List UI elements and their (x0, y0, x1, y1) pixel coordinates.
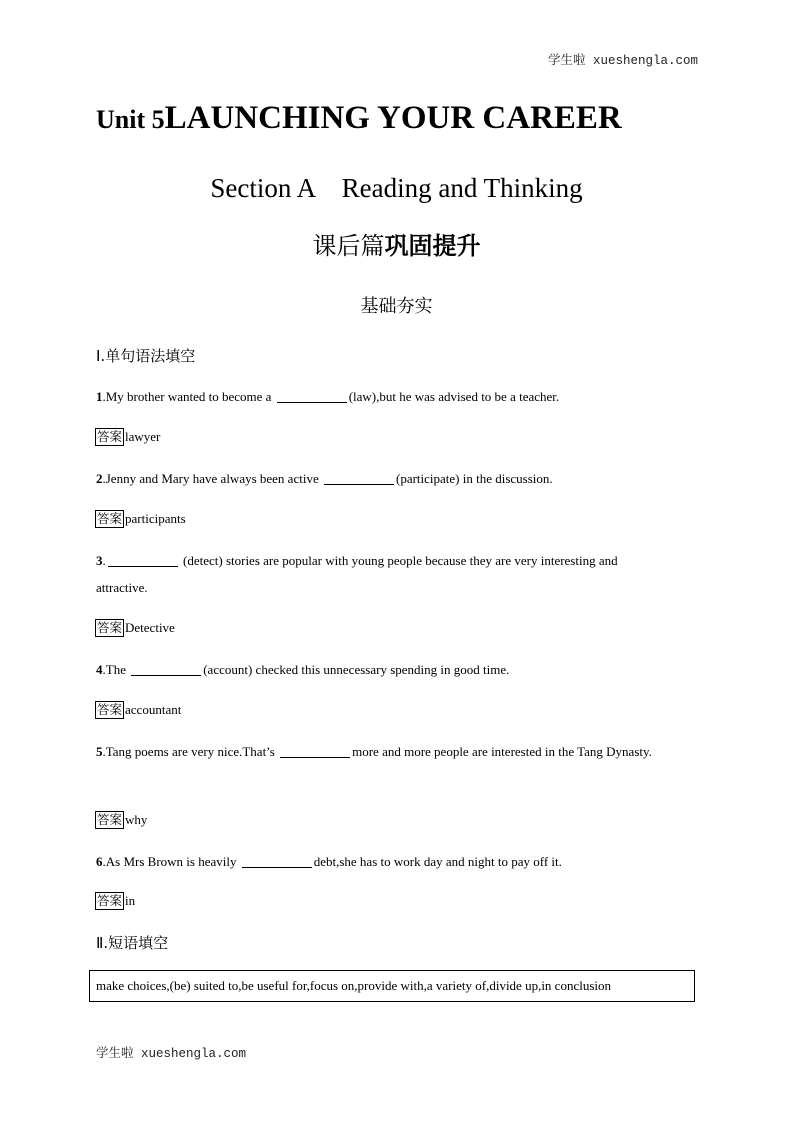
question-text: .Tang poems are very nice.That’s (102, 744, 279, 759)
question-text: .My brother wanted to become a (102, 389, 275, 404)
answer-value: Detective (125, 620, 175, 635)
answer-blank (277, 401, 347, 403)
question-2 (96, 465, 666, 492)
question-text: more and more people are interested in the Tang Dynasty. (352, 744, 652, 759)
answer-1 (95, 428, 160, 446)
part1-title: Ⅰ.单句语法填空 (96, 347, 196, 365)
question-number: 2 (96, 471, 103, 486)
question-text: (detect) stories are popular with young people because they are very interesting and attractive. (96, 553, 618, 595)
question-number: 3 (96, 553, 103, 568)
question-number: 1 (96, 389, 103, 404)
answer-tag: 答案 (97, 812, 123, 827)
question-number: 4 (96, 662, 103, 677)
answer-tag: 答案 (97, 620, 123, 635)
question-text: (account) checked this unnecessary spending in good time. (203, 662, 510, 677)
unit-title (96, 100, 622, 137)
question-text: . (102, 553, 106, 568)
unit-name: LAUNCHING YOUR CAREER (164, 100, 622, 136)
question-text: (participate) in the discussion. (395, 471, 553, 486)
question-number: 6 (96, 854, 103, 869)
question-1 (96, 383, 666, 410)
answer-value: lawyer (125, 429, 161, 444)
sub-heading-part2: 巩固提升 (384, 232, 481, 260)
answer-3 (95, 619, 175, 637)
question-text: .The (102, 662, 130, 677)
answer-blank (324, 483, 394, 485)
sub-heading (0, 226, 793, 261)
answer-2 (95, 510, 186, 528)
header-site: 学生啦 xueshengla.com (547, 54, 698, 68)
answer-tag: 答案 (97, 511, 123, 526)
question-5 (96, 738, 666, 765)
answer-value: accountant (125, 702, 182, 717)
answer-blank (280, 756, 350, 758)
question-text: .Jenny and Mary have always been active (102, 471, 322, 486)
answer-value: in (125, 893, 136, 908)
section-title: Section A Reading and Thinking (210, 173, 583, 203)
answer-tag: 答案 (97, 893, 123, 908)
answer-tag: 答案 (97, 429, 123, 444)
phrase-box: make choices,(be) suited to,be useful for,focus on,provide with,a variety of,divide up,in conclusion (89, 970, 695, 1002)
answer-value: why (125, 812, 148, 827)
footer-site: 学生啦 xueshengla.com (96, 1047, 247, 1061)
answer-value: participants (125, 511, 186, 526)
question-text: debt,she has to work day and night to pay off it. (313, 854, 562, 869)
question-number: 5 (96, 744, 103, 759)
unit-number: Unit 5 (96, 105, 165, 134)
answer-blank (108, 565, 178, 567)
question-text: .As Mrs Brown is heavily (102, 854, 240, 869)
answer-tag: 答案 (97, 702, 123, 717)
question-3 (96, 547, 666, 601)
part2-title: Ⅱ.短语填空 (96, 934, 169, 952)
answer-4 (95, 701, 181, 719)
question-text: (law),but he was advised to be a teacher. (348, 389, 560, 404)
sub-heading-part1: 课后篇 (312, 232, 385, 260)
answer-5 (95, 811, 147, 829)
answer-blank (242, 866, 312, 868)
answer-6 (95, 892, 135, 910)
answer-blank (131, 674, 201, 676)
question-4 (96, 656, 666, 683)
question-6 (96, 848, 666, 875)
level-heading: 基础夯实 (360, 296, 433, 317)
